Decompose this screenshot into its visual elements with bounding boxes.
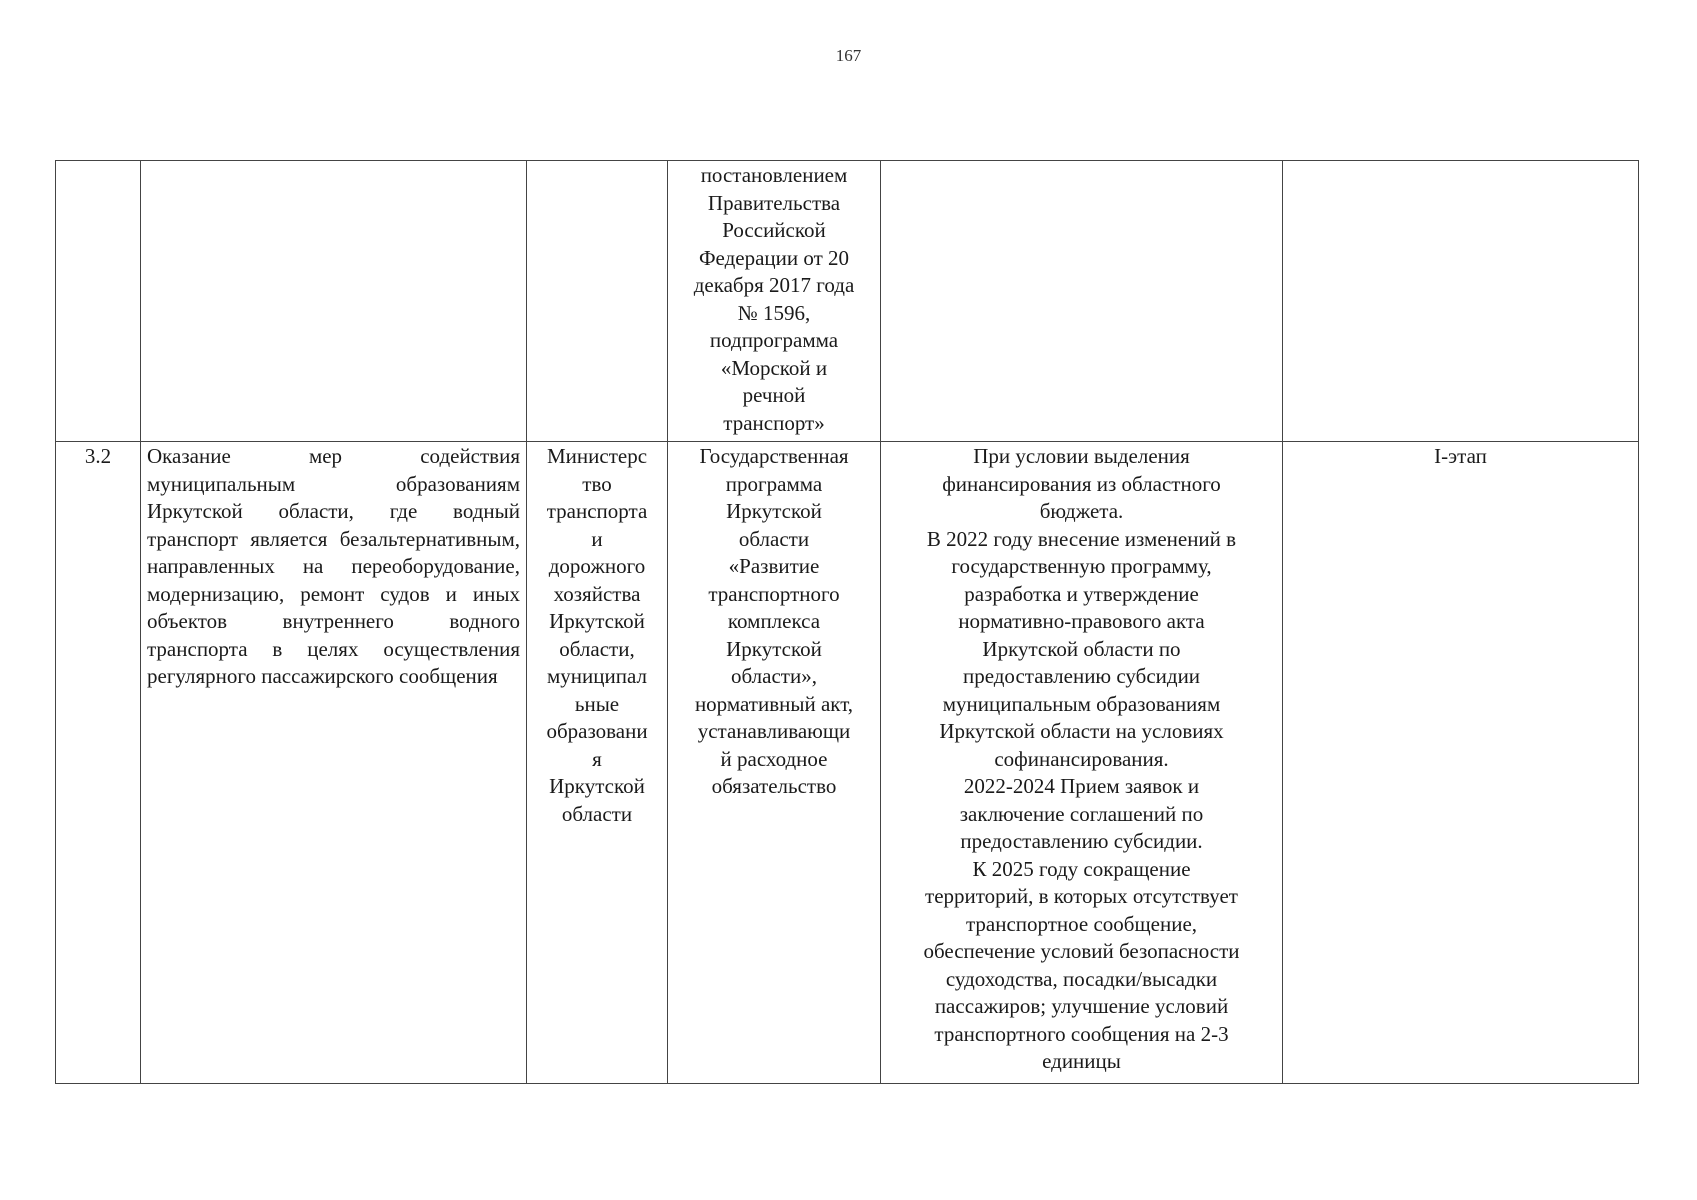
executor-line: области	[561, 801, 633, 826]
basis-line: Иркутской	[726, 636, 822, 661]
cell-number-empty	[56, 161, 141, 442]
basis-line: речной	[742, 383, 806, 407]
cell-basis-continued	[668, 161, 881, 442]
basis-line: обязательство	[711, 774, 837, 798]
executor-line: я	[592, 746, 602, 771]
condition-line: предоставлению субсидии.	[960, 829, 1203, 853]
page-number: 167	[835, 46, 862, 65]
condition-line: В 2022 году внесение изменений в	[926, 526, 1237, 551]
basis-line: транспортного	[708, 581, 840, 606]
basis-line: нормативный акт,	[694, 691, 854, 716]
executor-line: хозяйства	[553, 581, 641, 606]
condition-line: софинансирования.	[994, 746, 1169, 771]
table-row-3-2	[56, 442, 1639, 1084]
condition-line: К 2025 году сокращение	[972, 856, 1191, 881]
executor-line: области,	[559, 636, 635, 661]
cell-stage-empty	[1283, 161, 1639, 442]
cell-condition	[881, 442, 1283, 1084]
basis-line: Правительства	[707, 190, 841, 215]
cell-stage: I-этап	[1283, 442, 1639, 1084]
basis-line: № 1596,	[737, 300, 811, 325]
basis-line: программа	[725, 471, 823, 496]
executor-line: Иркутской	[549, 609, 645, 633]
basis-line: «Морской и	[720, 355, 828, 380]
executor-line: дорожного	[548, 554, 646, 578]
cell-condition-empty	[881, 161, 1283, 442]
condition-line: территорий, в которых отсутствует	[925, 884, 1238, 908]
table-row-continued	[56, 161, 1639, 442]
cell-name-empty	[141, 161, 527, 442]
executor-line: тво	[582, 471, 612, 496]
condition-line: транспортное сообщение,	[965, 911, 1198, 936]
condition-line: финансирования из областного	[942, 471, 1221, 496]
condition-line: обеспечение условий безопасности	[923, 939, 1240, 963]
condition-line: При условии выделения	[973, 444, 1190, 468]
basis-line: подпрограмма	[709, 328, 839, 352]
condition-line: нормативно-правового акта	[958, 609, 1205, 633]
cell-executor-empty	[527, 161, 668, 442]
executor-line: Министерс	[546, 444, 648, 468]
basis-line: области	[738, 526, 810, 551]
condition-line: Иркутской области по	[982, 636, 1181, 661]
condition-line: 2022-2024 Прием заявок и	[963, 774, 1200, 798]
cell-basis	[668, 442, 881, 1084]
condition-line: Иркутской области на условиях	[939, 719, 1224, 743]
basis-line: комплекса	[727, 609, 821, 633]
executor-line: ьные	[574, 691, 620, 716]
condition-line: судоходства, посадки/высадки	[945, 966, 1218, 991]
condition-line: транспортного сообщения на 2-3	[934, 1021, 1229, 1046]
cell-number: 3.2	[56, 442, 141, 1084]
condition-line: государственную программу,	[951, 554, 1212, 578]
cell-measure-name: Оказание мер содействия муниципальным образованиям Иркутской области, где водный транспорт является безальтернативным, направленных на переоборудование, модернизацию, ремонт судов и иных объектов внутреннего водного транспорта в целях осуществления регулярного пассажирского сообщения	[141, 442, 527, 1084]
executor-line: муниципал	[547, 664, 647, 688]
measures-table	[55, 160, 1639, 1084]
executor-line: Иркутской	[549, 774, 645, 798]
condition-line: разработка и утверждение	[964, 581, 1199, 606]
condition-line: заключение соглашений по	[959, 801, 1204, 826]
basis-line: Федерации от 20	[698, 245, 850, 270]
executor-line: транспорта	[546, 499, 648, 523]
condition-line: муниципальным образованиям	[942, 691, 1221, 716]
cell-executor	[527, 442, 668, 1084]
basis-line: постановлением	[700, 163, 848, 187]
basis-line: Российской	[722, 218, 826, 242]
basis-line: декабря 2017 года	[693, 273, 855, 297]
basis-line: Государственная	[699, 444, 849, 468]
basis-line: транспорт»	[723, 410, 825, 435]
condition-line: единицы	[1042, 1049, 1121, 1073]
condition-line: бюджета.	[1039, 499, 1124, 523]
executor-line: и	[591, 526, 603, 551]
executor-line: образовани	[546, 719, 648, 743]
basis-line: й расходное	[720, 746, 828, 771]
basis-line: устанавливающи	[697, 719, 851, 743]
basis-line: Иркутской	[726, 499, 822, 523]
basis-line: области»,	[731, 664, 817, 688]
basis-line: «Развитие	[728, 554, 820, 578]
condition-line: предоставлению субсидии	[962, 664, 1201, 688]
condition-line: пассажиров; улучшение условий	[934, 994, 1229, 1018]
